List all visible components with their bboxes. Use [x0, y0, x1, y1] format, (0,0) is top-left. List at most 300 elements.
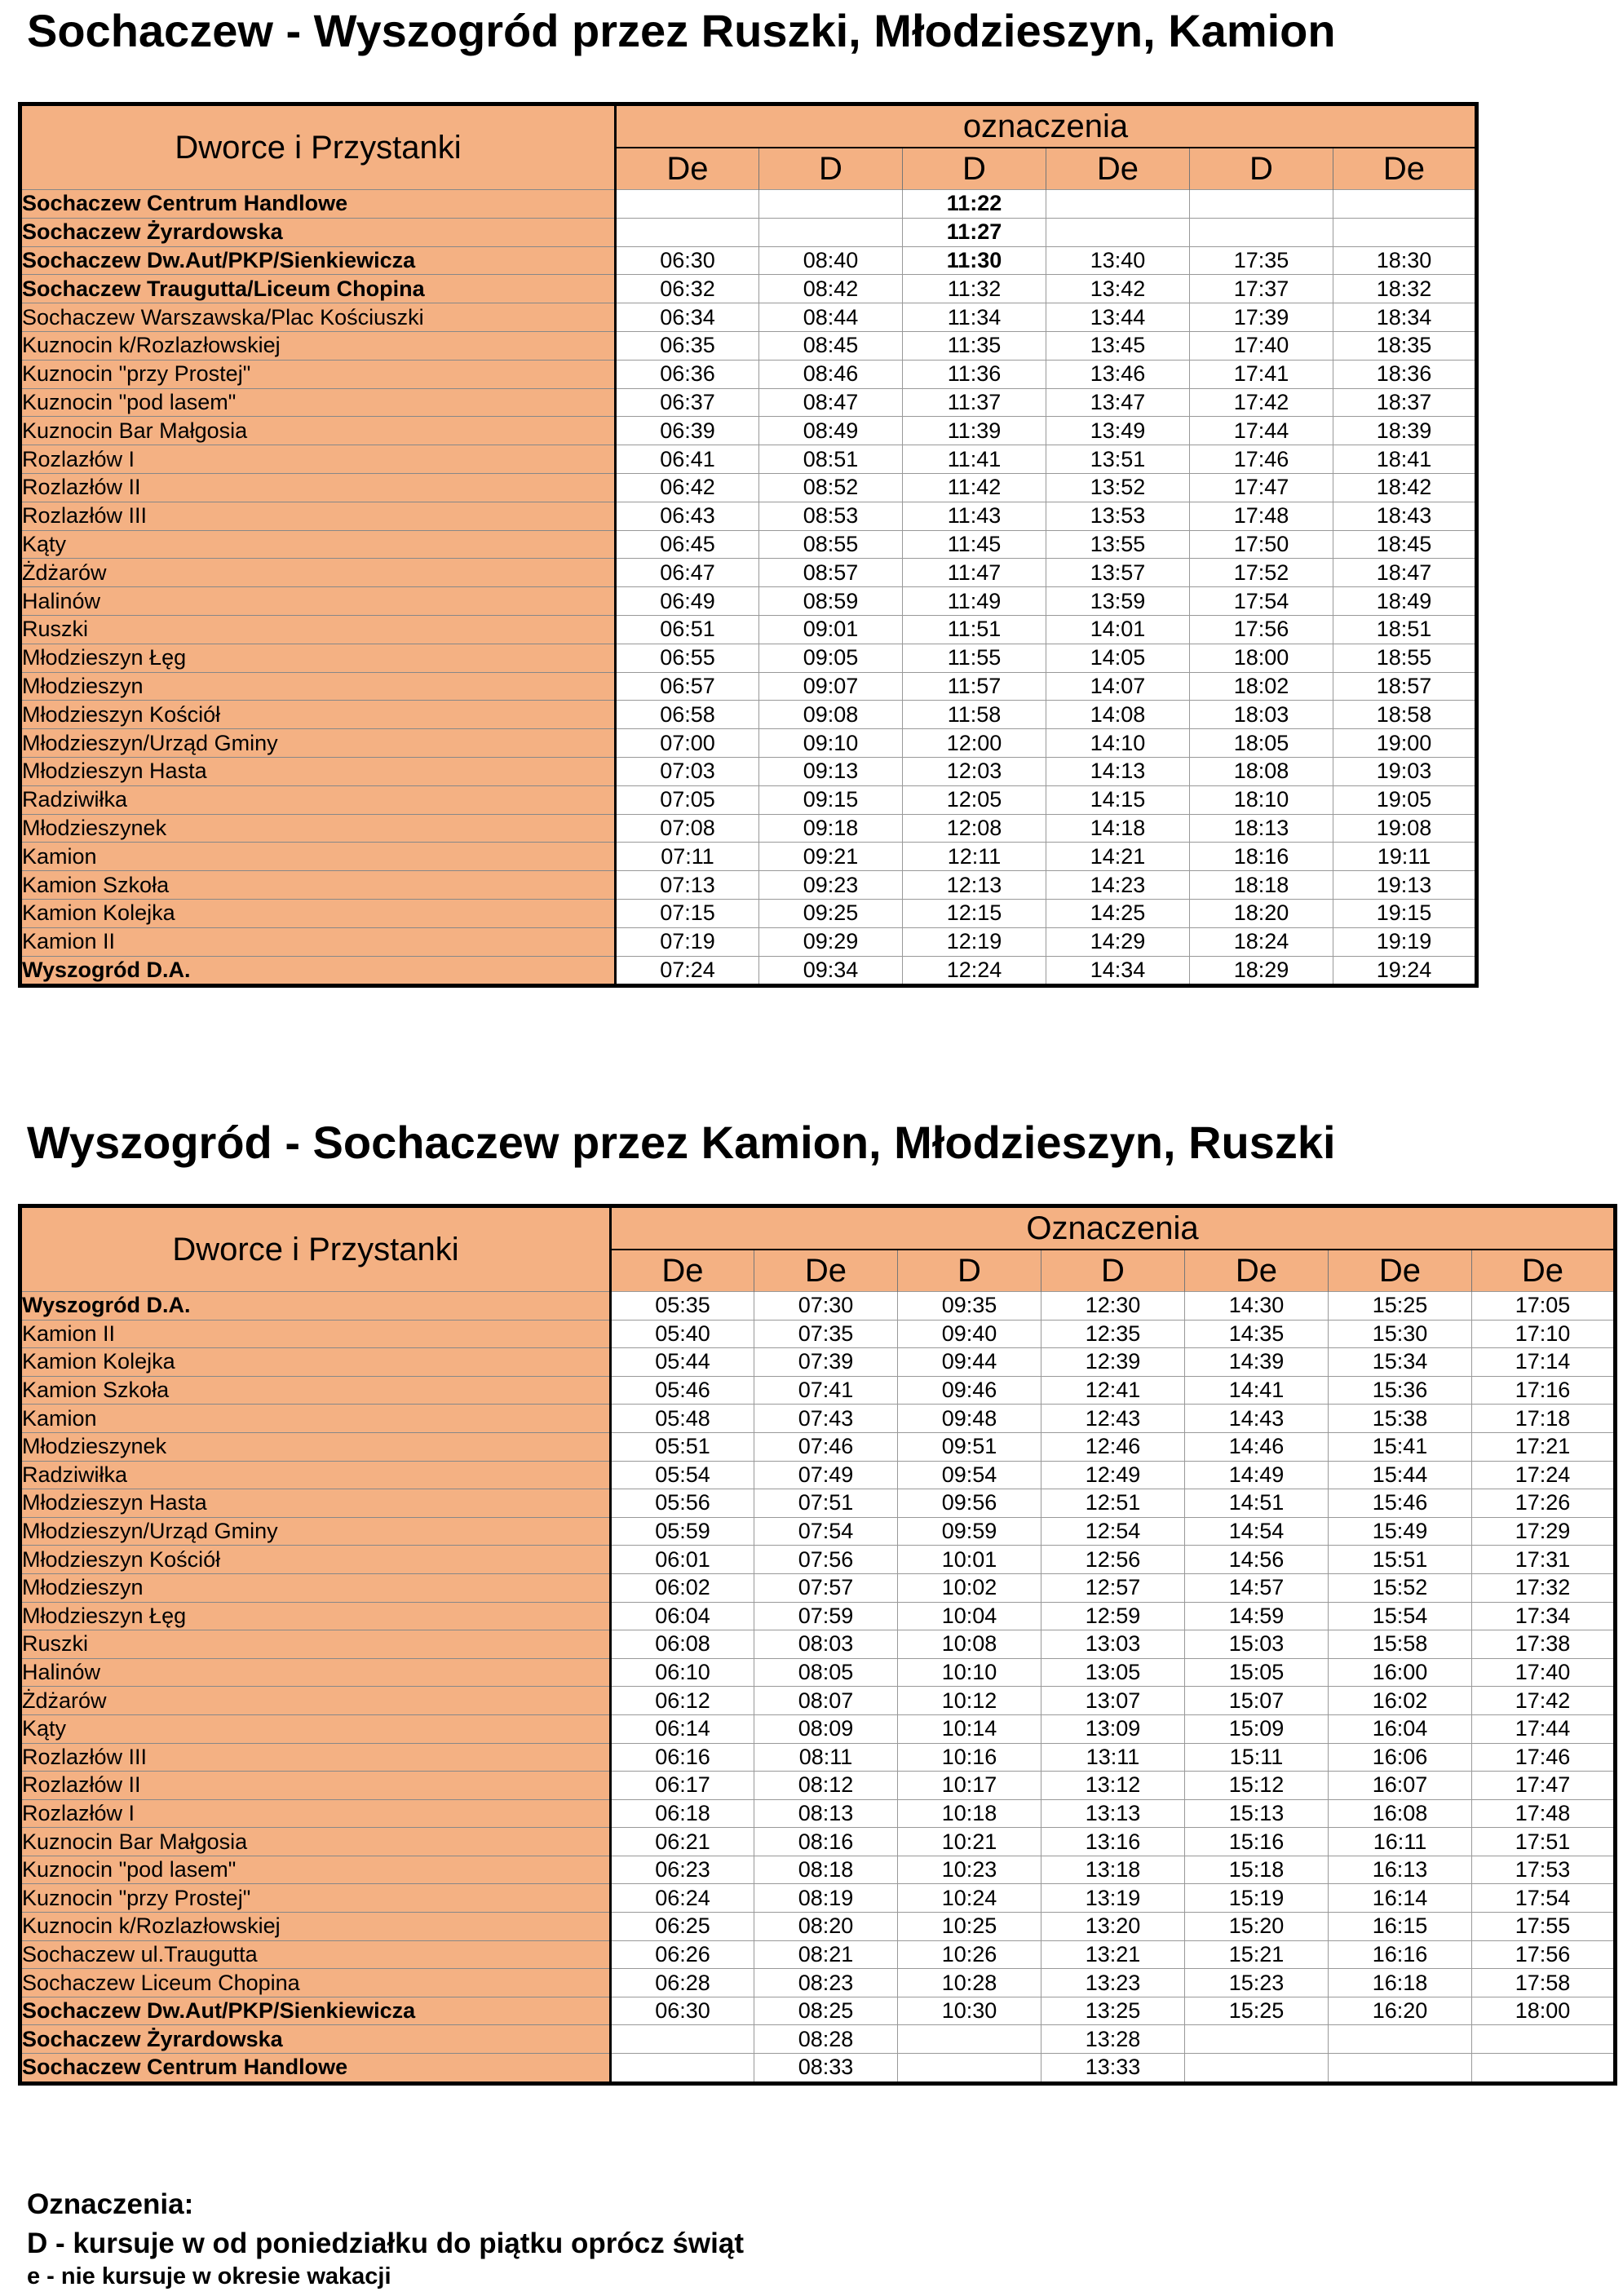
departure-time: 11:45 [903, 530, 1046, 559]
departure-time: 12:57 [1041, 1573, 1185, 1602]
departure-time: 15:18 [1185, 1856, 1329, 1884]
table-row [20, 1432, 1616, 1461]
departure-time: 09:34 [759, 956, 903, 986]
departure-time: 08:45 [759, 331, 903, 360]
departure-time: 11:47 [903, 559, 1046, 587]
table-row [20, 1658, 1616, 1687]
departure-time: 05:48 [611, 1405, 754, 1433]
station-name: Kąty [20, 1714, 611, 1743]
station-name: Radziwiłka [20, 1461, 611, 1489]
table-row [20, 1573, 1616, 1602]
column-header: De [1333, 148, 1477, 190]
departure-time [1190, 190, 1333, 219]
departure-time: 06:12 [611, 1687, 754, 1715]
departure-time: 14:56 [1185, 1546, 1329, 1574]
column-header: De [1472, 1250, 1616, 1292]
departure-time [1333, 190, 1477, 219]
departure-time: 10:18 [898, 1799, 1041, 1828]
table-row [20, 530, 1477, 559]
departure-time: 08:18 [754, 1856, 898, 1884]
departure-time: 10:14 [898, 1714, 1041, 1743]
departure-time: 18:42 [1333, 473, 1477, 502]
departure-time: 13:18 [1041, 1856, 1185, 1884]
departure-time: 13:59 [1046, 587, 1190, 616]
departure-time: 08:55 [759, 530, 903, 559]
station-name: Młodzieszyn [20, 1573, 611, 1602]
column-header: D [1190, 148, 1333, 190]
timetable2-title: Wyszogród - Sochaczew przez Kamion, Młodzieszyn, Ruszki [27, 1117, 1336, 1168]
station-name: Kamion [20, 843, 616, 871]
departure-time: 16:08 [1329, 1799, 1472, 1828]
departure-time [1190, 218, 1333, 246]
departure-time: 14:29 [1046, 927, 1190, 956]
departure-time: 05:44 [611, 1348, 754, 1377]
departure-time: 06:45 [616, 530, 759, 559]
legend-title: Oznaczenia: [27, 2188, 194, 2220]
departure-time: 19:15 [1333, 899, 1477, 927]
departure-time: 07:56 [754, 1546, 898, 1574]
departure-time [616, 218, 759, 246]
departure-time: 07:05 [616, 785, 759, 814]
departure-time: 15:30 [1329, 1320, 1472, 1348]
table-row [20, 2025, 1616, 2054]
departure-time: 10:10 [898, 1658, 1041, 1687]
station-name: Rozlazłów III [20, 1743, 611, 1772]
departure-time: 17:46 [1190, 445, 1333, 474]
station-name: Rozlazłów II [20, 1772, 611, 1800]
departure-time: 09:48 [898, 1405, 1041, 1433]
departure-time [898, 2054, 1041, 2084]
departure-time: 18:03 [1190, 701, 1333, 729]
departure-time: 17:54 [1472, 1884, 1616, 1913]
departure-time: 15:23 [1185, 1969, 1329, 1997]
station-name: Młodzieszyn Hasta [20, 757, 616, 785]
column-header: D [759, 148, 903, 190]
designations-header: oznaczenia [616, 104, 1477, 148]
table-row [20, 331, 1477, 360]
departure-time: 11:27 [903, 218, 1046, 246]
departure-time: 08:52 [759, 473, 903, 502]
departure-time: 13:07 [1041, 1687, 1185, 1715]
departure-time: 05:35 [611, 1292, 754, 1321]
departure-time: 15:03 [1185, 1630, 1329, 1659]
departure-time: 18:55 [1333, 644, 1477, 672]
departure-time [1472, 2025, 1616, 2054]
departure-time: 17:16 [1472, 1376, 1616, 1405]
departure-time: 16:07 [1329, 1772, 1472, 1800]
departure-time: 14:08 [1046, 701, 1190, 729]
departure-time: 09:08 [759, 701, 903, 729]
departure-time: 12:49 [1041, 1461, 1185, 1489]
departure-time: 05:40 [611, 1320, 754, 1348]
departure-time [1329, 2025, 1472, 2054]
legend-e-line: e - nie kursuje w okresie wakacji [27, 2263, 391, 2289]
table-row [20, 1969, 1616, 1997]
table-row [20, 1292, 1616, 1321]
station-name: Młodzieszyn/Urząd Gminy [20, 729, 616, 758]
departure-time: 10:21 [898, 1828, 1041, 1856]
departure-time: 10:26 [898, 1940, 1041, 1969]
table-row [20, 1376, 1616, 1405]
departure-time: 07:24 [616, 956, 759, 986]
table-row [20, 1517, 1616, 1546]
departure-time: 17:44 [1472, 1714, 1616, 1743]
station-name: Kamion II [20, 927, 616, 956]
departure-time: 18:20 [1190, 899, 1333, 927]
departure-time: 15:38 [1329, 1405, 1472, 1433]
departure-time: 08:46 [759, 360, 903, 388]
table-row [20, 615, 1477, 644]
station-name: Sochaczew Liceum Chopina [20, 1969, 611, 1997]
station-name: Młodzieszyn/Urząd Gminy [20, 1517, 611, 1546]
departure-time: 18:58 [1333, 701, 1477, 729]
departure-time: 19:03 [1333, 757, 1477, 785]
departure-time: 18:47 [1333, 559, 1477, 587]
station-name: Sochaczew Centrum Handlowe [20, 190, 616, 219]
table-row [20, 360, 1477, 388]
departure-time: 08:33 [754, 2054, 898, 2084]
departure-time: 17:56 [1472, 1940, 1616, 1969]
departure-time: 16:15 [1329, 1913, 1472, 1941]
station-name: Rozlazłów III [20, 502, 616, 530]
departure-time: 16:18 [1329, 1969, 1472, 1997]
departure-time: 08:20 [754, 1913, 898, 1941]
station-name: Rozlazłów I [20, 1799, 611, 1828]
departure-time: 11:43 [903, 502, 1046, 530]
station-name: Młodzieszyn Łęg [20, 644, 616, 672]
departure-time: 08:05 [754, 1658, 898, 1687]
departure-time: 08:49 [759, 417, 903, 445]
departure-time: 12:03 [903, 757, 1046, 785]
departure-time: 06:28 [611, 1969, 754, 1997]
departure-time: 19:08 [1333, 814, 1477, 843]
departure-time: 09:51 [898, 1432, 1041, 1461]
departure-time: 12:08 [903, 814, 1046, 843]
table-row [20, 417, 1477, 445]
departure-time [1472, 2054, 1616, 2084]
departure-time: 06:35 [616, 331, 759, 360]
departure-time: 09:05 [759, 644, 903, 672]
departure-time: 14:49 [1185, 1461, 1329, 1489]
departure-time: 18:00 [1472, 1997, 1616, 2025]
column-header: D [903, 148, 1046, 190]
departure-time: 15:09 [1185, 1714, 1329, 1743]
departure-time: 08:44 [759, 303, 903, 332]
departure-time: 11:51 [903, 615, 1046, 644]
departure-time: 19:05 [1333, 785, 1477, 814]
departure-time: 16:20 [1329, 1997, 1472, 2025]
departure-time: 14:54 [1185, 1517, 1329, 1546]
departure-time: 14:59 [1185, 1602, 1329, 1630]
departure-time: 17:39 [1190, 303, 1333, 332]
departure-time: 17:24 [1472, 1461, 1616, 1489]
departure-time: 06:16 [611, 1743, 754, 1772]
departure-time: 15:05 [1185, 1658, 1329, 1687]
departure-time: 06:34 [616, 303, 759, 332]
departure-time: 17:47 [1190, 473, 1333, 502]
departure-time: 17:44 [1190, 417, 1333, 445]
departure-time: 16:06 [1329, 1743, 1472, 1772]
table-row [20, 2054, 1616, 2084]
departure-time: 09:13 [759, 757, 903, 785]
departure-time: 07:08 [616, 814, 759, 843]
column-header: D [898, 1250, 1041, 1292]
departure-time: 06:42 [616, 473, 759, 502]
departure-time: 13:33 [1041, 2054, 1185, 2084]
departure-time: 08:16 [754, 1828, 898, 1856]
departure-time: 08:25 [754, 1997, 898, 2025]
table-row [20, 1714, 1616, 1743]
column-header: D [1041, 1250, 1185, 1292]
station-name: Żdżarów [20, 559, 616, 587]
departure-time: 13:45 [1046, 331, 1190, 360]
departure-time: 10:12 [898, 1687, 1041, 1715]
table-row [20, 1799, 1616, 1828]
departure-time: 17:14 [1472, 1348, 1616, 1377]
departure-time: 18:36 [1333, 360, 1477, 388]
departure-time: 15:36 [1329, 1376, 1472, 1405]
departure-time: 13:23 [1041, 1969, 1185, 1997]
legend-d-line: D - kursuje w od poniedziałku do piątku oprócz świąt [27, 2227, 744, 2259]
station-name: Sochaczew ul.Traugutta [20, 1940, 611, 1969]
departure-time: 12:39 [1041, 1348, 1185, 1377]
table-row [20, 814, 1477, 843]
table-row [20, 1913, 1616, 1941]
station-name: Kuznocin Bar Małgosia [20, 1828, 611, 1856]
departure-time: 06:51 [616, 615, 759, 644]
departure-time: 17:55 [1472, 1913, 1616, 1941]
departure-time: 09:01 [759, 615, 903, 644]
departure-time: 16:16 [1329, 1940, 1472, 1969]
departure-time: 16:02 [1329, 1687, 1472, 1715]
departure-time: 11:39 [903, 417, 1046, 445]
departure-time: 07:00 [616, 729, 759, 758]
departure-time: 06:26 [611, 1940, 754, 1969]
departure-time: 07:41 [754, 1376, 898, 1405]
station-name: Wyszogród D.A. [20, 956, 616, 986]
departure-time: 06:24 [611, 1884, 754, 1913]
table-row [20, 1546, 1616, 1574]
departure-time: 13:52 [1046, 473, 1190, 502]
table-row [20, 246, 1477, 275]
departure-time: 09:23 [759, 871, 903, 900]
table-row [20, 1997, 1616, 2025]
table-row [20, 587, 1477, 616]
column-header: De [1046, 148, 1190, 190]
table-row [20, 1461, 1616, 1489]
departure-time: 13:28 [1041, 2025, 1185, 2054]
stations-header: Dworce i Przystanki [20, 1206, 611, 1292]
departure-time: 11:36 [903, 360, 1046, 388]
departure-time: 10:30 [898, 1997, 1041, 2025]
departure-time: 10:04 [898, 1602, 1041, 1630]
departure-time: 11:30 [903, 246, 1046, 275]
departure-time: 06:02 [611, 1573, 754, 1602]
station-name: Młodzieszynek [20, 1432, 611, 1461]
departure-time: 13:46 [1046, 360, 1190, 388]
departure-time: 12:54 [1041, 1517, 1185, 1546]
departure-time: 08:47 [759, 388, 903, 417]
departure-time: 06:25 [611, 1913, 754, 1941]
departure-time: 17:38 [1472, 1630, 1616, 1659]
departure-time: 11:35 [903, 331, 1046, 360]
departure-time: 14:34 [1046, 956, 1190, 986]
departure-time: 18:08 [1190, 757, 1333, 785]
departure-time: 08:09 [754, 1714, 898, 1743]
station-name: Kuznocin "przy Prostej" [20, 1884, 611, 1913]
departure-time: 17:40 [1190, 331, 1333, 360]
table-row [20, 502, 1477, 530]
departure-time: 18:24 [1190, 927, 1333, 956]
departure-time: 15:11 [1185, 1743, 1329, 1772]
station-name: Sochaczew Centrum Handlowe [20, 2054, 611, 2084]
departure-time: 08:21 [754, 1940, 898, 1969]
departure-time: 06:49 [616, 587, 759, 616]
departure-time: 13:53 [1046, 502, 1190, 530]
departure-time: 06:47 [616, 559, 759, 587]
departure-time: 08:51 [759, 445, 903, 474]
departure-time: 13:21 [1041, 1940, 1185, 1969]
departure-time: 18:32 [1333, 275, 1477, 303]
departure-time: 13:12 [1041, 1772, 1185, 1800]
departure-time: 13:05 [1041, 1658, 1185, 1687]
station-name: Młodzieszyn [20, 672, 616, 701]
departure-time: 10:02 [898, 1573, 1041, 1602]
departure-time: 14:46 [1185, 1432, 1329, 1461]
station-name: Kąty [20, 530, 616, 559]
departure-time: 14:23 [1046, 871, 1190, 900]
timetable1-table [18, 102, 1479, 988]
departure-time: 19:13 [1333, 871, 1477, 900]
departure-time: 17:56 [1190, 615, 1333, 644]
departure-time: 17:42 [1472, 1687, 1616, 1715]
departure-time [1185, 2054, 1329, 2084]
departure-time [616, 190, 759, 219]
departure-time: 06:36 [616, 360, 759, 388]
column-header: De [1329, 1250, 1472, 1292]
departure-time: 07:49 [754, 1461, 898, 1489]
departure-time: 17:18 [1472, 1405, 1616, 1433]
departure-time: 13:19 [1041, 1884, 1185, 1913]
departure-time: 18:43 [1333, 502, 1477, 530]
departure-time: 18:05 [1190, 729, 1333, 758]
departure-time: 09:29 [759, 927, 903, 956]
table-row [20, 1405, 1616, 1433]
departure-time: 17:50 [1190, 530, 1333, 559]
departure-time: 07:35 [754, 1320, 898, 1348]
departure-time: 14:43 [1185, 1405, 1329, 1433]
departure-time: 18:29 [1190, 956, 1333, 986]
departure-time: 12:11 [903, 843, 1046, 871]
departure-time: 15:51 [1329, 1546, 1472, 1574]
departure-time: 09:35 [898, 1292, 1041, 1321]
table-row [20, 1856, 1616, 1884]
departure-time: 13:57 [1046, 559, 1190, 587]
table-row [20, 956, 1477, 986]
departure-time: 17:40 [1472, 1658, 1616, 1687]
table-row [20, 672, 1477, 701]
departure-time: 09:15 [759, 785, 903, 814]
departure-time: 18:34 [1333, 303, 1477, 332]
departure-time: 12:30 [1041, 1292, 1185, 1321]
departure-time: 16:00 [1329, 1658, 1472, 1687]
station-name: Kuznocin k/Rozlazłowskiej [20, 1913, 611, 1941]
departure-time: 17:10 [1472, 1320, 1616, 1348]
departure-time: 09:40 [898, 1320, 1041, 1348]
table-row [20, 1828, 1616, 1856]
departure-time: 09:54 [898, 1461, 1041, 1489]
table-row [20, 1940, 1616, 1969]
departure-time: 12:46 [1041, 1432, 1185, 1461]
station-name: Sochaczew Dw.Aut/PKP/Sienkiewicza [20, 1997, 611, 2025]
departure-time: 09:59 [898, 1517, 1041, 1546]
departure-time: 10:28 [898, 1969, 1041, 1997]
departure-time: 17:54 [1190, 587, 1333, 616]
departure-time: 19:00 [1333, 729, 1477, 758]
table-row [20, 303, 1477, 332]
departure-time [611, 2054, 754, 2084]
departure-time: 07:19 [616, 927, 759, 956]
departure-time: 15:58 [1329, 1630, 1472, 1659]
departure-time: 14:41 [1185, 1376, 1329, 1405]
departure-time: 14:51 [1185, 1489, 1329, 1518]
departure-time: 16:14 [1329, 1884, 1472, 1913]
table-row [20, 1602, 1616, 1630]
departure-time: 06:55 [616, 644, 759, 672]
departure-time: 06:23 [611, 1856, 754, 1884]
station-name: Młodzieszyn Hasta [20, 1489, 611, 1518]
departure-time: 09:10 [759, 729, 903, 758]
station-name: Kuznocin k/Rozlazłowskiej [20, 331, 616, 360]
departure-time: 13:44 [1046, 303, 1190, 332]
departure-time: 14:21 [1046, 843, 1190, 871]
departure-time: 18:00 [1190, 644, 1333, 672]
departure-time [1333, 218, 1477, 246]
table-row [20, 473, 1477, 502]
departure-time: 18:57 [1333, 672, 1477, 701]
table-row [20, 1743, 1616, 1772]
departure-time: 14:07 [1046, 672, 1190, 701]
departure-time: 18:51 [1333, 615, 1477, 644]
designations-header: Oznaczenia [611, 1206, 1616, 1250]
departure-time: 15:13 [1185, 1799, 1329, 1828]
departure-time: 08:11 [754, 1743, 898, 1772]
departure-time: 06:14 [611, 1714, 754, 1743]
station-name: Ruszki [20, 615, 616, 644]
departure-time: 13:20 [1041, 1913, 1185, 1941]
departure-time: 10:24 [898, 1884, 1041, 1913]
departure-time: 05:46 [611, 1376, 754, 1405]
station-name: Kamion [20, 1405, 611, 1433]
departure-time [1046, 218, 1190, 246]
departure-time: 06:41 [616, 445, 759, 474]
departure-time: 12:19 [903, 927, 1046, 956]
departure-time: 18:49 [1333, 587, 1477, 616]
departure-time: 17:52 [1190, 559, 1333, 587]
departure-time: 12:13 [903, 871, 1046, 900]
departure-time: 07:13 [616, 871, 759, 900]
departure-time: 18:02 [1190, 672, 1333, 701]
departure-time: 08:23 [754, 1969, 898, 1997]
departure-time: 14:13 [1046, 757, 1190, 785]
departure-time: 17:05 [1472, 1292, 1616, 1321]
column-header: De [611, 1250, 754, 1292]
column-header: De [754, 1250, 898, 1292]
departure-time: 06:21 [611, 1828, 754, 1856]
table-row [20, 843, 1477, 871]
departure-time: 15:12 [1185, 1772, 1329, 1800]
departure-time: 14:01 [1046, 615, 1190, 644]
